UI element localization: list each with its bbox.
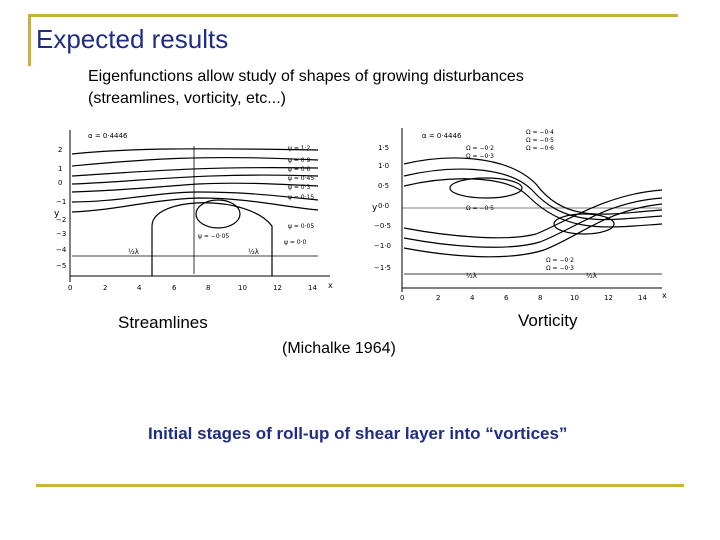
- left-psi-label: ψ = −0·05: [198, 233, 230, 240]
- accent-rule-left: [28, 14, 31, 66]
- left-axis-y: y: [54, 209, 60, 219]
- left-psi-label: ψ = 1·2: [288, 145, 311, 152]
- left-ytick: 1: [58, 165, 63, 173]
- left-xtick: 0: [68, 284, 73, 292]
- right-omega-top: Ω = −0·2: [466, 145, 494, 152]
- left-psi-label: ψ = 0·9: [288, 157, 311, 164]
- left-psi-label: ψ = 0·05: [288, 223, 315, 230]
- left-ytick: −3: [56, 230, 67, 238]
- left-ytick: 2: [58, 146, 63, 154]
- left-xtick: 6: [172, 284, 177, 292]
- right-half-lambda: ½λ: [466, 272, 477, 280]
- left-ytick: −5: [56, 262, 67, 270]
- left-xtick: 2: [103, 284, 108, 292]
- left-psi-label: ψ = 0·6: [288, 166, 311, 173]
- streamlines-figure: [48, 126, 338, 296]
- right-half-lambda: ½λ: [586, 272, 597, 280]
- left-half-lambda: ½λ: [248, 248, 259, 256]
- left-axis-x: x: [328, 281, 333, 290]
- left-ytick: 0: [58, 179, 63, 187]
- slide-title: Expected results: [36, 24, 229, 54]
- left-alpha-label: α = 0·4446: [88, 132, 128, 140]
- left-psi-label: ψ = 0·0: [284, 239, 307, 246]
- right-xtick: 2: [436, 294, 441, 302]
- right-axis-y: y: [372, 203, 378, 213]
- right-ytick: −1·0: [374, 242, 391, 250]
- right-xtick: 12: [604, 294, 613, 302]
- citation: (Michalke 1964): [282, 340, 396, 357]
- right-ytick: 0·0: [378, 202, 390, 210]
- right-ytick: −1·5: [374, 264, 391, 272]
- right-omega-mid: Ω = −0·5: [466, 205, 494, 212]
- right-ytick: 1·0: [378, 162, 390, 170]
- right-ytick: −0·5: [374, 222, 391, 230]
- bullet-text: [88, 66, 608, 110]
- right-xtick: 8: [538, 294, 543, 302]
- right-omega-top: Ω = −0·5: [526, 137, 554, 144]
- right-omega-top: Ω = −0·4: [526, 129, 554, 136]
- right-xtick: 4: [470, 294, 475, 302]
- right-omega-top: Ω = −0·6: [526, 145, 554, 152]
- right-ytick: 0·5: [378, 182, 390, 190]
- right-xtick: 14: [638, 294, 647, 302]
- left-xtick: 14: [308, 284, 317, 292]
- left-ytick: −2: [56, 216, 67, 224]
- left-psi-label: ψ = 0·45: [288, 175, 315, 182]
- vorticity-figure: [366, 124, 670, 304]
- left-psi-label: ψ = 0·3: [288, 184, 311, 191]
- left-ytick: −1: [56, 198, 67, 206]
- streamlines-caption: Streamlines: [118, 313, 208, 332]
- left-xtick: 12: [273, 284, 282, 292]
- right-omega-top: Ω = −0·3: [466, 153, 494, 160]
- right-omega-bottom: Ω = −0·2: [546, 257, 574, 264]
- left-ytick: −4: [56, 246, 67, 254]
- left-half-lambda: ½λ: [128, 248, 139, 256]
- right-omega-bottom: Ω = −0·3: [546, 265, 574, 272]
- right-axis-x: x: [662, 291, 667, 300]
- vorticity-caption: Vorticity: [518, 311, 578, 330]
- right-ytick: 1·5: [378, 144, 390, 152]
- right-xtick: 0: [400, 294, 405, 302]
- bullet-line-1: Eigenfunctions allow study of shapes of growing disturbances: [88, 68, 524, 85]
- accent-rule-bottom: [36, 484, 684, 487]
- summary-note: Initial stages of roll-up of shear layer into “vortices”: [148, 424, 568, 443]
- right-xtick: 6: [504, 294, 509, 302]
- left-xtick: 4: [137, 284, 142, 292]
- left-xtick: 8: [206, 284, 211, 292]
- left-psi-label: ψ = 0·15: [288, 194, 315, 201]
- bullet-line-2: (streamlines, vorticity, etc...): [88, 90, 286, 107]
- right-xtick: 10: [570, 294, 579, 302]
- right-alpha-label: α = 0·4446: [422, 132, 462, 140]
- accent-rule-top: [28, 14, 678, 17]
- left-xtick: 10: [238, 284, 247, 292]
